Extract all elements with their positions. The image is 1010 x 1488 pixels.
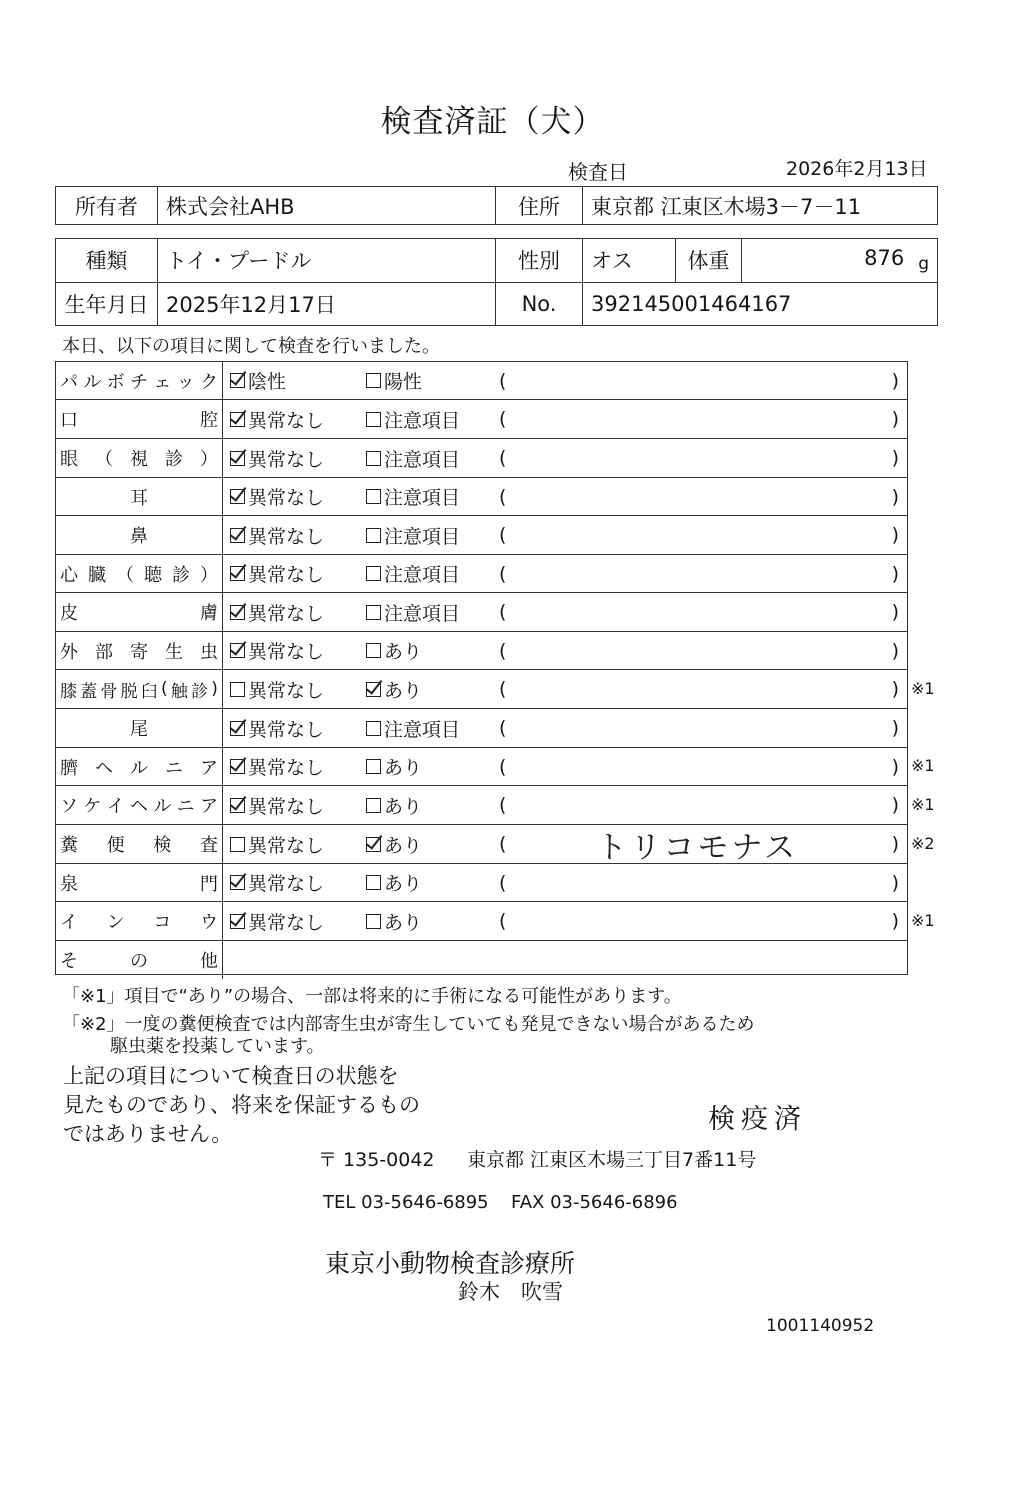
footnote-2-continued: 駆虫薬を投薬しています。 [110,1036,325,1057]
option-label: 異常なし [248,834,325,857]
checked-checkbox-icon[interactable] [230,451,245,466]
option-abnormal[interactable] [366,478,460,515]
note-open-paren: ( [499,755,507,778]
footnote-mark: ※1 [911,678,935,698]
sex-label: 性別 [496,239,583,283]
exam-item-name-text: 鼻 [130,526,148,547]
option-abnormal[interactable] [366,593,460,631]
exam-row [56,748,907,786]
option-label: 異常なし [248,757,325,779]
note-close-paren: ) [891,910,899,932]
exam-item-name: 外 部 寄 生 虫 [56,632,223,669]
option-label: あり [384,679,423,702]
checked-checkbox-icon[interactable] [230,721,245,736]
footnote-2: 「※2」一度の糞便検査では内部寄生虫が寄生していても発見できない場合があるため [62,1014,755,1035]
option-normal[interactable] [230,478,324,515]
option-label: 陰性 [248,371,287,393]
checkbox-icon[interactable] [366,721,381,736]
note-open-paren: ( [499,524,507,546]
checked-checkbox-icon[interactable] [230,914,245,929]
option-normal[interactable] [230,670,324,708]
note-open-paren: ( [499,794,507,816]
note-open-paren: ( [499,871,507,894]
exam-item-name: 泉 門 [56,864,223,901]
exam-item-name [56,709,223,747]
checkbox-icon[interactable] [366,759,381,774]
note-close-paren: ) [891,524,899,546]
checked-checkbox-icon[interactable] [230,798,245,813]
exam-row [56,478,907,516]
note-close-paren: ) [891,678,899,700]
exam-row [56,362,907,400]
exam-item-name-text: 耳 [130,487,148,509]
option-abnormal[interactable] [366,400,460,438]
note-open-paren: ( [499,447,507,469]
exam-item-name [56,516,223,554]
note-close-paren: ) [891,369,899,392]
option-label: 異常なし [248,448,325,471]
pet-table [55,238,938,326]
checked-checkbox-icon[interactable] [230,489,245,504]
exam-row [56,941,907,979]
option-label: 注意項目 [384,564,461,586]
exam-item-name: 膝 蓋 骨 脱 臼 ( 触 診 ) [56,670,223,708]
option-label: あり [384,757,423,779]
exam-item-name-text: 尾 [130,719,148,740]
exam-row [56,864,907,902]
note-close-paren: ) [891,562,899,585]
option-label: 異常なし [248,409,325,432]
checkbox-icon[interactable] [366,875,381,890]
option-abnormal[interactable] [366,516,460,554]
footnote-1: 「※1」項目で“あり”の場合、一部は将来的に手術になる可能性があります。 [62,986,682,1007]
option-label: 注意項目 [384,409,461,432]
checked-checkbox-icon[interactable] [230,759,245,774]
exam-row [56,555,907,593]
clinic-address: 東京都 江東区木場三丁目7番11号 [467,1149,757,1171]
option-label: 異常なし [248,679,325,702]
option-label: 注意項目 [384,602,461,625]
exam-row [56,400,907,439]
checked-checkbox-icon[interactable] [230,875,245,890]
note-close-paren: ) [891,794,899,816]
note-close-paren: ) [891,447,899,469]
exam-item-name: 臍 ヘ ル ニ ア [56,748,223,785]
option-label: あり [384,911,423,934]
option-normal[interactable] [230,786,324,824]
veterinarian-name: 鈴木 吹雪 [458,1280,563,1304]
option-abnormal[interactable] [366,362,422,399]
exam-row [56,670,907,709]
note-open-paren: ( [499,601,507,623]
option-label: あり [384,834,423,857]
option-label: 異常なし [248,564,325,586]
note-open-paren: ( [499,485,507,508]
owner-value: 株式会社AHB [158,187,496,225]
option-abnormal[interactable] [366,902,422,940]
note-open-paren: ( [499,678,507,700]
footnote-mark: ※1 [911,910,935,930]
option-label: 異常なし [248,795,325,818]
option-label: 注意項目 [384,487,461,509]
note-open-paren: ( [499,369,507,392]
birth-label: 生年月日 [56,282,158,326]
option-normal[interactable] [230,632,324,669]
option-abnormal[interactable] [366,670,422,708]
handwritten-note: トリコモナス [596,829,799,866]
breed-value: トイ・プードル [158,239,496,283]
note-open-paren: ( [499,408,507,430]
option-label: 異常なし [248,911,325,934]
exam-row [56,902,907,941]
disclaimer-line-2: 見たものであり、将来を保証するもの [63,1093,420,1117]
option-label: 異常なし [248,641,325,663]
checkbox-icon[interactable] [366,605,381,620]
document-title: 検査済証（犬） [380,104,605,140]
breed-label: 種類 [56,239,158,283]
checkbox-icon[interactable] [366,489,381,504]
checkbox-icon[interactable] [230,682,245,697]
note-close-paren: ) [891,755,899,778]
option-abnormal[interactable] [366,825,422,863]
note-close-paren: ) [891,408,899,430]
note-open-paren: ( [499,639,507,662]
note-close-paren: ) [891,601,899,623]
option-label: あり [384,795,423,818]
option-abnormal[interactable] [366,632,422,669]
option-normal[interactable] [230,555,324,592]
option-abnormal[interactable] [366,864,422,901]
option-normal[interactable] [230,748,324,785]
exam-row [56,516,907,555]
no-value: 392145001464167 [583,282,938,326]
exam-row [56,632,907,670]
exam-item-name: 心 臓 （ 聴 診 ） [56,555,223,592]
option-normal[interactable] [230,593,324,631]
checkbox-icon[interactable] [366,528,381,543]
exam-row [56,825,907,864]
postal-code: 〒 135-0042 [318,1149,435,1171]
address-label: 住所 [496,187,583,225]
option-label: 異常なし [248,525,325,548]
checked-checkbox-icon[interactable] [230,605,245,620]
intro-text: 本日、以下の項目に関して検査を行いました。 [62,336,440,357]
checkbox-icon[interactable] [366,451,381,466]
address-value: 東京都 江東区木場3－7－11 [583,187,938,225]
checkbox-icon[interactable] [366,643,381,658]
option-label: 陽性 [384,371,423,393]
note-open-paren: ( [499,717,507,739]
checkbox-icon[interactable] [366,566,381,581]
option-label: 異常なし [248,873,325,895]
disclaimer-line-1: 上記の項目について検査日の状態を [63,1064,399,1088]
note-close-paren: ) [891,717,899,739]
checked-checkbox-icon[interactable] [230,643,245,658]
note-close-paren: ) [891,833,899,855]
exam-date-label: 検査日 [568,160,628,184]
exam-date: 2026年2月13日 [786,158,928,180]
exam-item-name: パ ル ボ チ ェ ッ ク [56,362,223,399]
note-close-paren: ) [891,639,899,662]
checkbox-icon[interactable] [230,837,245,852]
exam-row [56,439,907,478]
birth-value: 2025年12月17日 [158,282,496,326]
note-close-paren: ) [891,871,899,894]
quarantine-stamp: 検疫済 [708,1104,807,1135]
exam-item-name [56,478,223,515]
option-label: 注意項目 [384,525,461,548]
exam-row [56,786,907,825]
note-open-paren: ( [499,910,507,932]
option-label: 注意項目 [384,448,461,471]
sex-value: オス [583,239,676,283]
option-abnormal[interactable] [366,748,422,785]
footnote-mark: ※1 [911,756,935,775]
disclaimer-line-3: ではありません。 [63,1122,233,1146]
exam-row [56,709,907,748]
option-abnormal[interactable] [366,709,460,747]
checked-checkbox-icon[interactable] [366,682,381,697]
option-normal[interactable] [230,902,324,940]
option-label: あり [384,873,423,895]
exam-table [55,361,908,975]
footnote-mark: ※1 [911,794,935,814]
option-normal[interactable] [230,362,286,399]
note-close-paren: ) [891,485,899,508]
weight-value: 876 [864,246,905,271]
option-abnormal[interactable] [366,786,422,824]
clinic-tel: TEL 03-5646-6895 [323,1192,489,1213]
exam-item-name: ソ ケ イ ヘ ル ニ ア [56,786,223,824]
option-abnormal[interactable] [366,555,460,592]
option-normal[interactable] [230,516,324,554]
no-label: No. [496,282,583,326]
exam-item-name: 口 腔 [56,400,223,438]
checkbox-icon[interactable] [366,412,381,427]
checkbox-icon[interactable] [366,373,381,388]
exam-item-name: イ ン コ ウ [56,902,223,940]
note-open-paren: ( [499,562,507,585]
owner-table [55,186,938,225]
exam-item-name: そ の 他 [56,941,223,979]
weight-label: 体重 [676,239,742,283]
checkbox-icon[interactable] [366,914,381,929]
note-open-paren: ( [499,833,507,855]
option-label: 異常なし [248,487,325,509]
option-label: 異常なし [248,718,325,741]
clinic-fax: FAX 03-5646-6896 [511,1192,678,1213]
exam-item-name: 糞 便 検 査 [56,825,223,863]
weight-unit: g [918,254,929,275]
footnote-mark: ※2 [911,833,935,853]
option-normal[interactable] [230,439,324,477]
option-label: 異常なし [248,602,325,625]
option-normal[interactable] [230,864,324,901]
option-normal[interactable] [230,825,324,863]
option-abnormal[interactable] [366,439,460,477]
option-label: あり [384,641,423,663]
serial-number: 1001140952 [766,1316,875,1336]
exam-row [56,593,907,632]
checked-checkbox-icon[interactable] [230,566,245,581]
option-normal[interactable] [230,709,324,747]
checkbox-icon[interactable] [366,798,381,813]
owner-label: 所有者 [56,187,158,225]
option-label: 注意項目 [384,718,461,741]
weight-cell [742,239,938,283]
exam-item-name: 皮 膚 [56,593,223,631]
checked-checkbox-icon[interactable] [230,373,245,388]
checked-checkbox-icon[interactable] [230,528,245,543]
checked-checkbox-icon[interactable] [366,837,381,852]
exam-item-name: 眼 （ 視 診 ） [56,439,223,477]
option-normal[interactable] [230,400,324,438]
clinic-name: 東京小動物検査診療所 [325,1249,576,1278]
checked-checkbox-icon[interactable] [230,412,245,427]
